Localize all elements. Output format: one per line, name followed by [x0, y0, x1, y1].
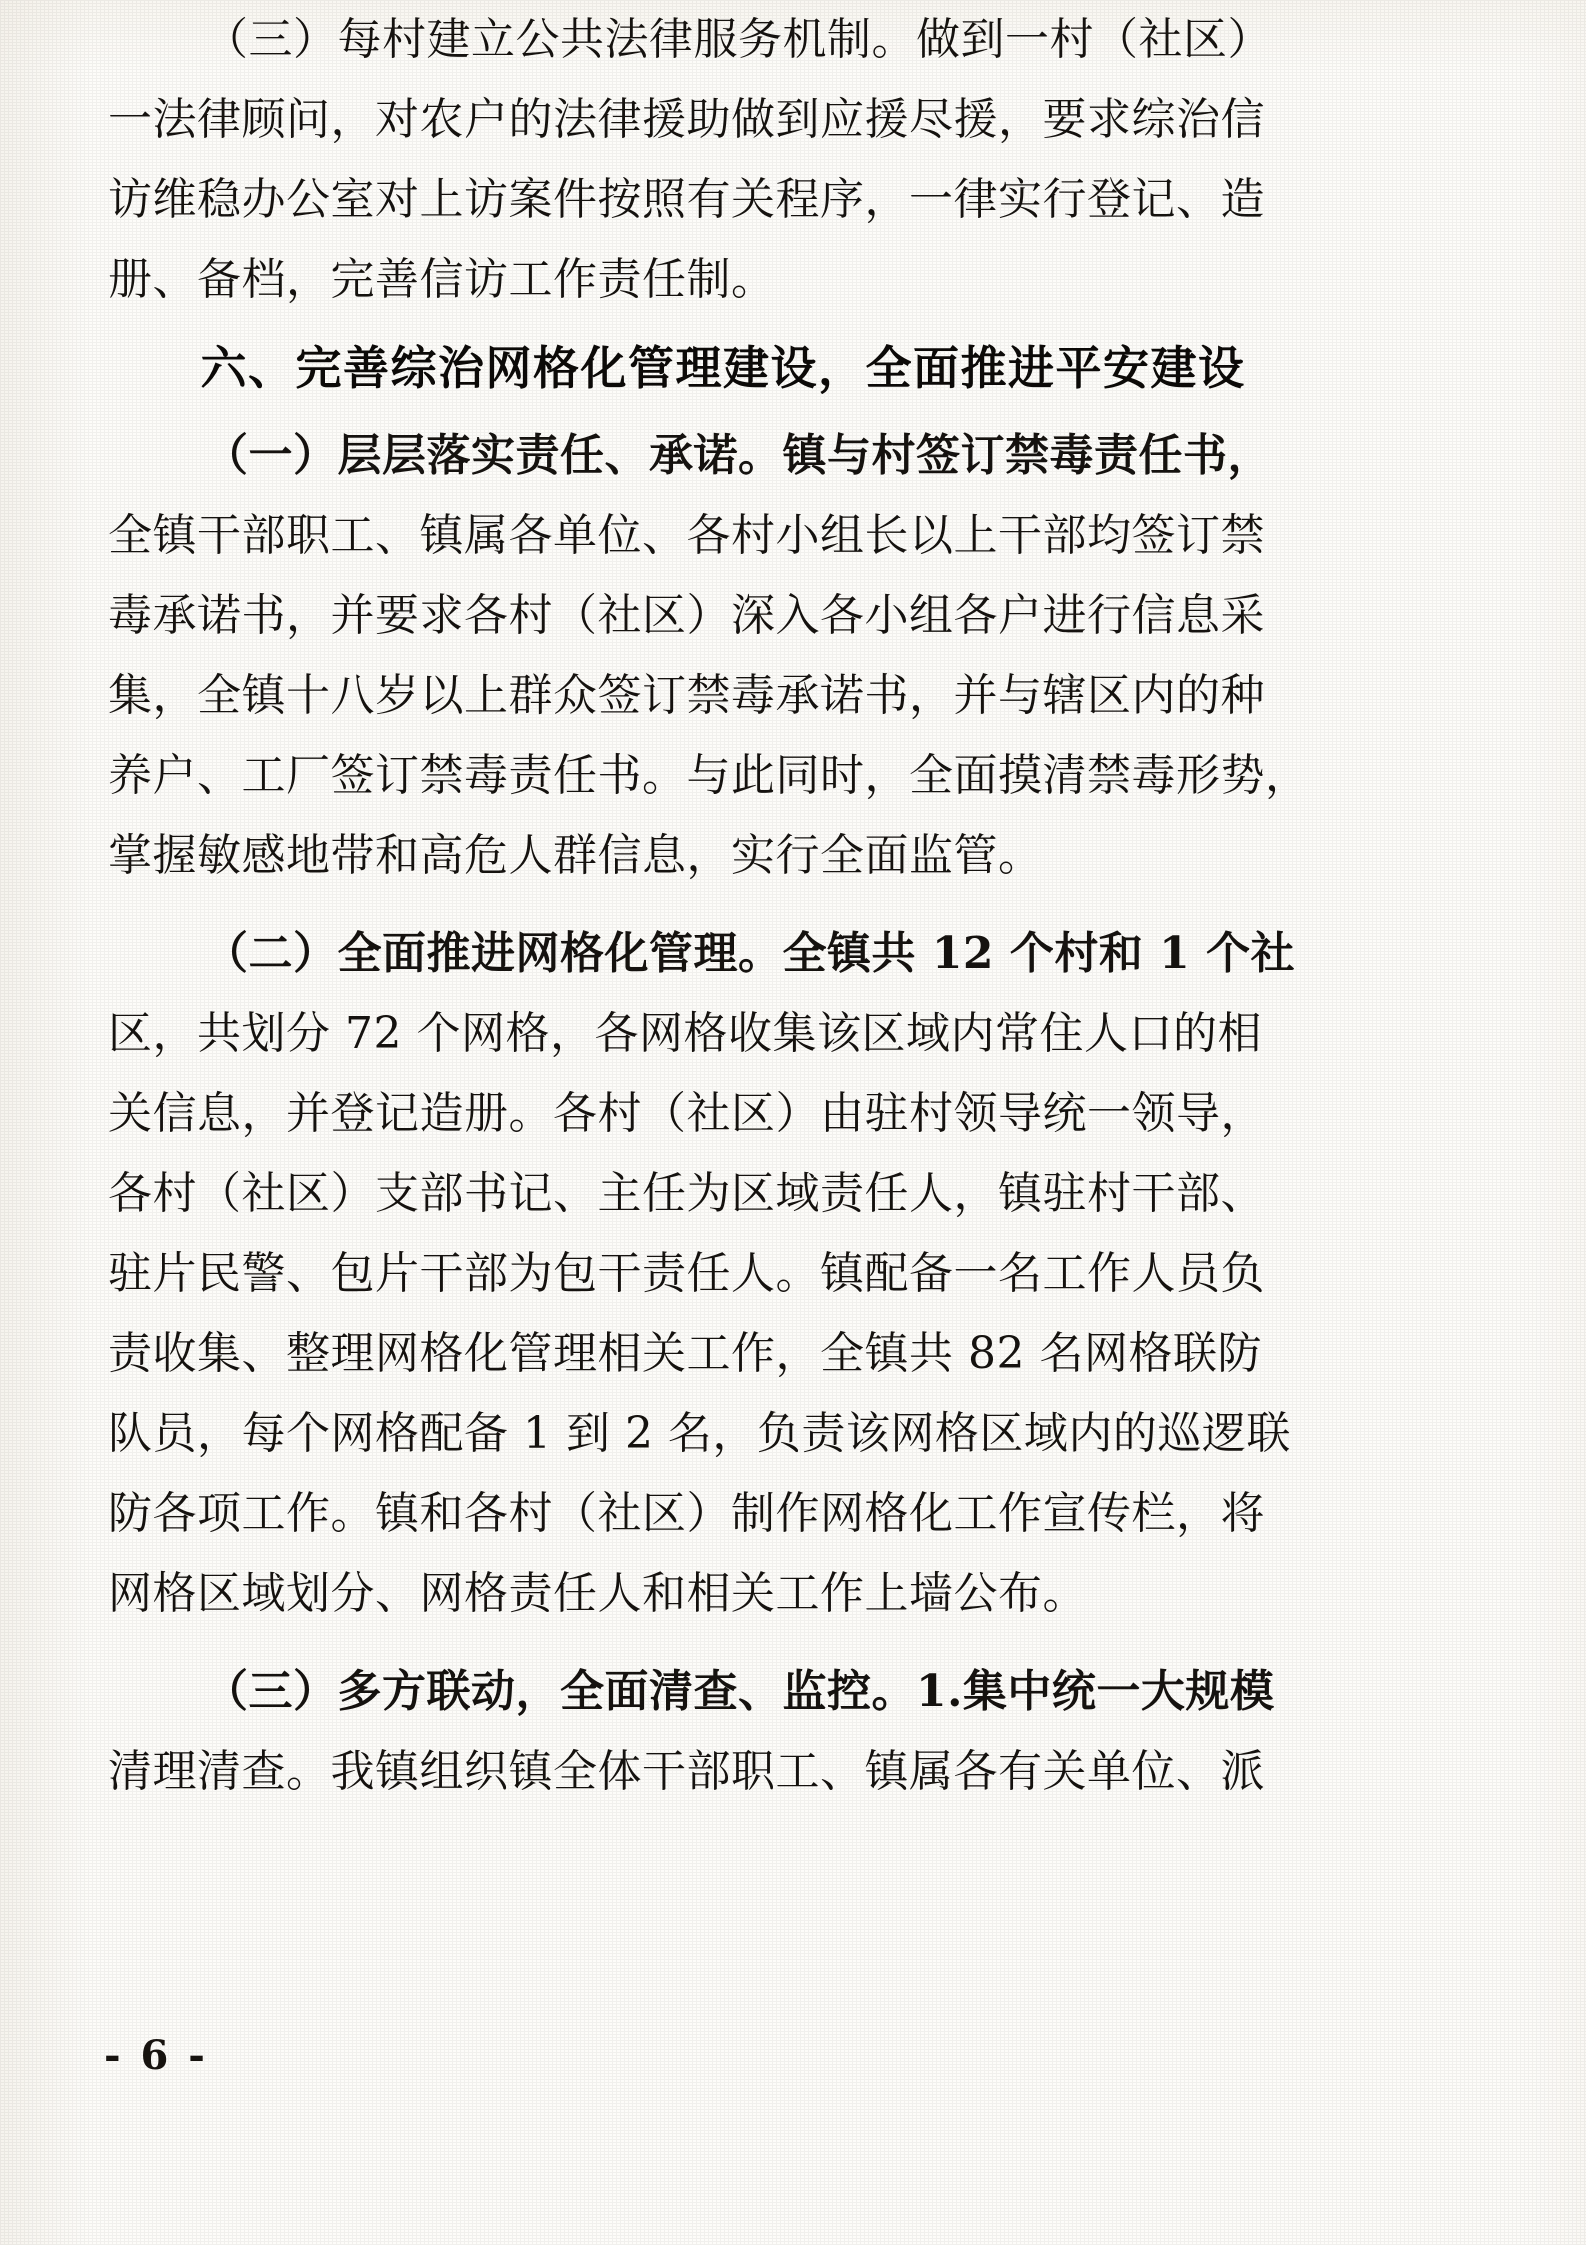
text-column [108, 0, 1338, 1812]
page-number: - 6 - [104, 2032, 208, 2079]
text-line: 清理清查。我镇组织镇全体干部职工、镇属各有关单位、派 [108, 1746, 1265, 1797]
paragraph-block-two [108, 914, 1338, 1634]
text-line: 责收集、整理网格化管理相关工作，全镇共 82 名网格联防 [108, 1328, 1262, 1379]
text-line: 关信息，并登记造册。各村（社区）由驻村领导统一领导， [108, 1088, 1265, 1139]
text-line-runin: （一）层层落实责任、承诺。镇与村签订禁毒责任书， [204, 430, 1272, 481]
text-line-runin: （三）多方联动，全面清查、监控。1.集中统一大规模 [204, 1666, 1275, 1717]
text-line: 集，全镇十八岁以上群众签订禁毒承诺书，并与辖区内的种 [108, 670, 1265, 721]
section-heading-block [108, 320, 1338, 416]
paragraph-block-three [108, 1652, 1338, 1812]
text-line: （三）每村建立公共法律服务机制。做到一村（社区） [204, 14, 1272, 65]
text-line: 驻片民警、包片干部为包干责任人。镇配备一名工作人员负 [108, 1248, 1265, 1299]
text-line: 养户、工厂签订禁毒责任书。与此同时，全面摸清禁毒形势， [108, 750, 1310, 801]
text-line: 各村（社区）支部书记、主任为区域责任人，镇驻村干部、 [108, 1168, 1265, 1219]
paragraph-block-one [108, 416, 1338, 896]
text-line: 掌握敏感地带和高危人群信息，实行全面监管。 [108, 830, 1043, 881]
text-line: 一法律顾问，对农户的法律援助做到应援尽援，要求综治信 [108, 94, 1265, 145]
text-line: 访维稳办公室对上访案件按照有关程序，一律实行登记、造 [108, 174, 1265, 225]
section-heading: 六、完善综治网格化管理建设，全面推进平安建设 [200, 341, 1246, 395]
text-line: 册、备档，完善信访工作责任制。 [108, 254, 776, 305]
text-line: 防各项工作。镇和各村（社区）制作网格化工作宣传栏，将 [108, 1488, 1265, 1539]
text-line: 区，共划分 72 个网格，各网格收集该区域内常住人口的相 [108, 1008, 1262, 1059]
text-line-runin: （二）全面推进网格化管理。全镇共 12 个村和 1 个社 [204, 928, 1296, 979]
text-line: 队员，每个网格配备 1 到 2 名，负责该网格区域内的巡逻联 [108, 1408, 1291, 1459]
text-line: 网格区域划分、网格责任人和相关工作上墙公布。 [108, 1568, 1087, 1619]
text-line: 全镇干部职工、镇属各单位、各村小组长以上干部均签订禁 [108, 510, 1265, 561]
paragraph-spacer [108, 896, 1338, 914]
paragraph-spacer [108, 1634, 1338, 1652]
paragraph-block-three-continued [108, 0, 1338, 320]
text-line: 毒承诺书，并要求各村（社区）深入各小组各户进行信息采 [108, 590, 1265, 641]
